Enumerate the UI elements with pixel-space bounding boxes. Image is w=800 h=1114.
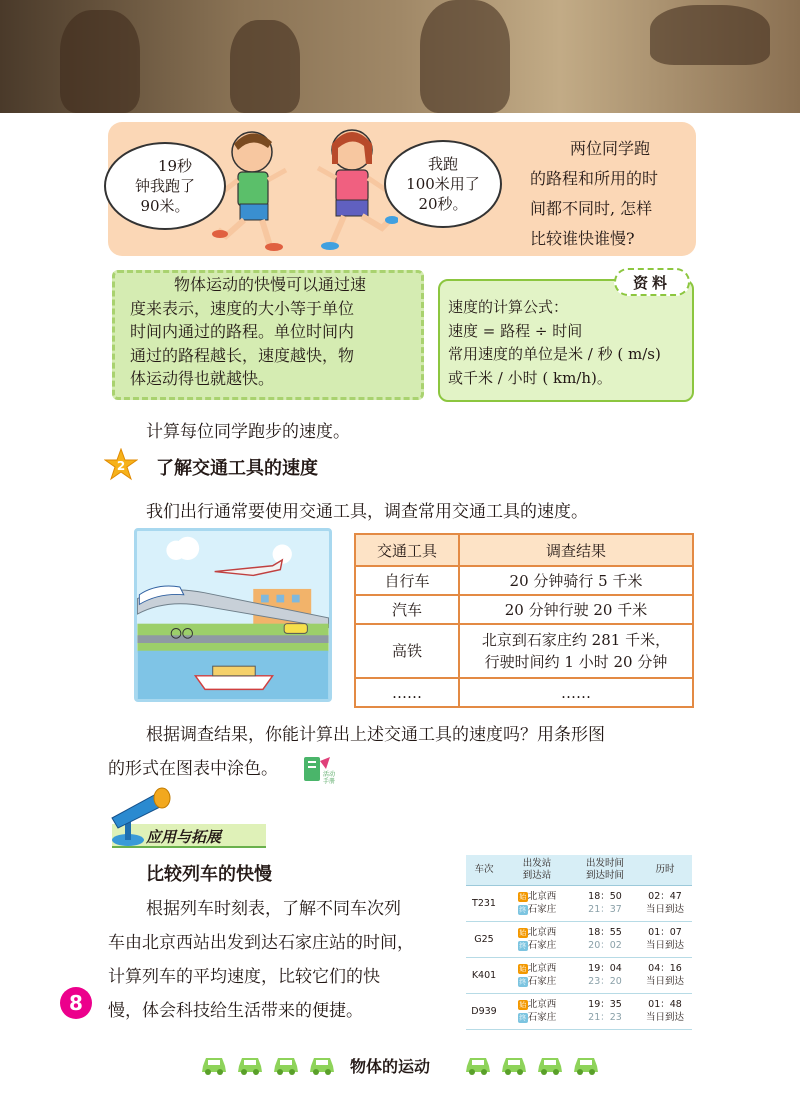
page-number: 8 — [60, 987, 92, 1019]
train-number: D939 — [466, 993, 502, 1029]
concept-line: 体运动得也就越快。 — [130, 369, 275, 388]
cell-line: 北京到石家庄约 281 千米， — [481, 631, 671, 649]
arrival-note: 当日到达 — [645, 940, 684, 951]
to-station: 石家庄 — [527, 1012, 557, 1023]
resource-line: 速度 = 路程 ÷ 时间 — [448, 321, 583, 340]
concept-line: 通过的路程越长，速度越快，物 — [130, 345, 355, 365]
body-line: 根据列车时刻表，了解不同车次列 — [146, 899, 401, 919]
body-line: 慢，体会科技给生活带来的便捷。 — [108, 1001, 363, 1021]
from-station: 北京西 — [527, 999, 557, 1010]
duration: 02：47 — [648, 891, 682, 902]
to-station: 石家庄 — [527, 940, 557, 951]
bubble-line: 19秒 — [157, 157, 193, 175]
footer-chapter-title: 物体的运动 — [350, 1057, 431, 1076]
question-line: 比较谁快谁慢? — [530, 229, 635, 248]
header-line: 到达站 — [522, 869, 552, 881]
table-row — [355, 678, 693, 707]
arrival-badge-icon: 终 — [519, 942, 527, 950]
table-row — [466, 957, 692, 993]
apply-section-label: 应用与拓展 — [146, 828, 222, 846]
concept-line: 物体运动的快慢可以通过速 — [174, 275, 367, 294]
table-row — [355, 595, 693, 624]
bubble-line: 90米。 — [140, 197, 190, 215]
train-number: T231 — [466, 885, 502, 921]
car-icon — [536, 1052, 564, 1076]
duration-cell — [638, 885, 692, 921]
duration: 01：07 — [648, 927, 682, 938]
bubble-line: 我跑 — [427, 155, 458, 173]
station-cell — [502, 921, 572, 957]
time-cell — [572, 957, 638, 993]
section-number: 2 — [116, 459, 126, 473]
depart-time: 19：04 — [588, 963, 622, 974]
departure-badge-icon: 始 — [519, 1001, 527, 1009]
apply-subtitle: 比较列车的快慢 — [146, 864, 272, 885]
duration: 04：16 — [648, 963, 682, 974]
duration-cell — [638, 957, 692, 993]
car-icon — [272, 1052, 300, 1076]
question-line-1: 根据调查结果，你能计算出上述交通工具的速度吗？用条形图 — [146, 725, 605, 745]
table-cell: 高铁 — [355, 624, 459, 678]
transport-survey-table — [354, 533, 694, 708]
bubble-line: 20秒。 — [418, 195, 468, 213]
header-line: 到达时间 — [585, 869, 624, 881]
arrival-note: 当日到达 — [645, 904, 684, 915]
column-header: 历时 — [638, 855, 692, 885]
header-line: 出发站 — [522, 857, 552, 869]
speech-bubble-girl — [384, 140, 502, 228]
apply-body-text — [108, 892, 458, 1028]
arrival-badge-icon: 终 — [519, 978, 527, 986]
depart-time: 19：35 — [588, 999, 622, 1010]
table-row — [466, 993, 692, 1029]
car-icon — [500, 1052, 528, 1076]
table-cell — [459, 624, 693, 678]
to-station: 石家庄 — [527, 976, 557, 987]
duration-cell — [638, 993, 692, 1029]
car-icon — [236, 1052, 264, 1076]
manual-label-line: 活动 — [322, 771, 336, 778]
arrival-badge-icon: 终 — [519, 1014, 527, 1022]
speech-bubble-boy — [104, 142, 226, 230]
from-station: 北京西 — [527, 891, 557, 902]
table-row — [355, 624, 693, 678]
depart-time: 18：55 — [588, 927, 622, 938]
departure-badge-icon: 始 — [519, 965, 527, 973]
header-line: 出发时间 — [585, 857, 624, 869]
resource-tag: 资料 — [614, 268, 690, 296]
car-icon — [308, 1052, 336, 1076]
column-header — [572, 855, 638, 885]
from-station: 北京西 — [527, 963, 557, 974]
train-number: G25 — [466, 921, 502, 957]
section-title: 了解交通工具的速度 — [156, 458, 318, 479]
car-icon — [464, 1052, 492, 1076]
question-line: 两位同学跑 — [570, 139, 651, 158]
arrive-time: 21：23 — [588, 1012, 622, 1023]
table-cell: 20 分钟行驶 20 千米 — [459, 595, 693, 624]
question-line: 的路程和所用的时 — [530, 169, 659, 188]
manual-label-line: 手册 — [322, 778, 336, 785]
arrival-note: 当日到达 — [645, 1012, 684, 1023]
scene-question — [530, 134, 690, 254]
car-icon — [200, 1052, 228, 1076]
resource-line: 速度的计算公式： — [448, 298, 569, 316]
depart-time: 18：50 — [588, 891, 622, 902]
time-cell — [572, 993, 638, 1029]
concept-note-text — [130, 273, 410, 391]
intro-line: 我们出行通常要使用交通工具，调查常用交通工具的速度。 — [146, 502, 588, 522]
arrive-time: 23：20 — [588, 976, 622, 987]
bubble-line: 钟我跑了 — [134, 177, 195, 195]
arrival-note: 当日到达 — [645, 976, 684, 987]
station-cell — [502, 885, 572, 921]
table-row — [355, 566, 693, 595]
station-cell — [502, 993, 572, 1029]
arrive-time: 21：37 — [588, 904, 622, 915]
duration: 01：48 — [648, 999, 682, 1010]
bubble-line: 100米用了 — [406, 175, 480, 193]
resource-text — [448, 296, 698, 390]
time-cell — [572, 921, 638, 957]
table-cell: …… — [459, 678, 693, 707]
arrival-badge-icon: 终 — [519, 906, 527, 914]
column-header — [502, 855, 572, 885]
station-cell — [502, 957, 572, 993]
train-number: K401 — [466, 957, 502, 993]
table-row — [466, 921, 692, 957]
task-line: 计算每位同学跑步的速度。 — [146, 422, 350, 442]
concept-line: 时间内通过的路程。单位时间内 — [130, 322, 355, 341]
column-header: 车次 — [466, 855, 502, 885]
question-line: 间都不同时, 怎样 — [530, 199, 653, 218]
arrive-time: 20：02 — [588, 940, 622, 951]
train-timetable — [466, 855, 692, 1030]
table-row — [466, 885, 692, 921]
resource-line: 或千米 / 小时 ( km/h)。 — [448, 368, 612, 387]
resource-line: 常用速度的单位是米 / 秒 ( m/s) — [448, 345, 661, 363]
table-cell: 汽车 — [355, 595, 459, 624]
departure-badge-icon: 始 — [519, 929, 527, 937]
to-station: 石家庄 — [527, 904, 557, 915]
question-line-2: 的形式在图表中涂色。 — [108, 759, 278, 779]
table-cell: 20 分钟骑行 5 千米 — [459, 566, 693, 595]
car-icon — [572, 1052, 600, 1076]
departure-badge-icon: 始 — [519, 893, 527, 901]
column-header: 调查结果 — [459, 534, 693, 566]
cell-line: 行驶时间约 1 小时 20 分钟 — [484, 653, 668, 671]
table-cell: 自行车 — [355, 566, 459, 595]
star-number-icon — [104, 448, 138, 482]
from-station: 北京西 — [527, 927, 557, 938]
body-line: 计算列车的平均速度，比较它们的快 — [108, 967, 380, 987]
table-cell: …… — [355, 678, 459, 707]
transport-illustration — [134, 528, 332, 702]
time-cell — [572, 885, 638, 921]
duration-cell — [638, 921, 692, 957]
header-banner-photo — [0, 0, 800, 113]
body-line: 车由北京西站出发到达石家庄站的时间， — [108, 933, 414, 953]
concept-line: 度来表示，速度的大小等于单位 — [130, 298, 355, 318]
column-header: 交通工具 — [355, 534, 459, 566]
activity-manual-icon — [302, 755, 338, 785]
